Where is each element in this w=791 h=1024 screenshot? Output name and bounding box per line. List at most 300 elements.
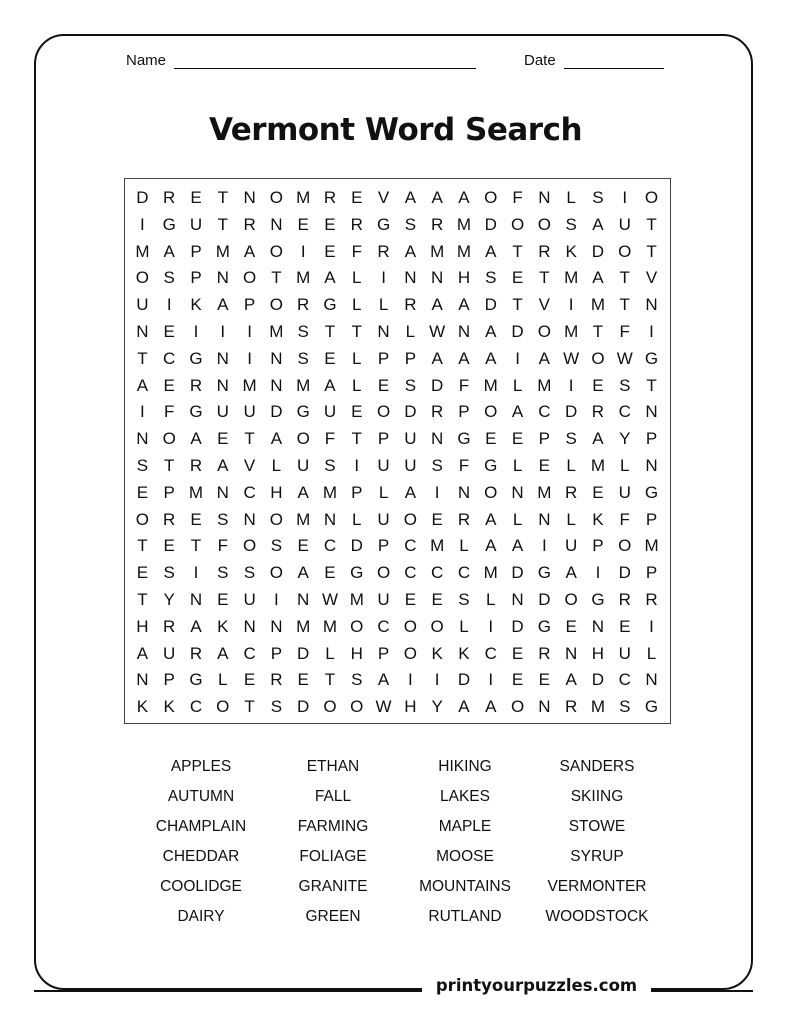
grid-cell[interactable]: R	[189, 455, 203, 475]
grid-cell[interactable]: R	[189, 643, 203, 663]
grid-cell[interactable]: K	[190, 295, 202, 315]
grid-cell[interactable]: O	[323, 697, 337, 717]
grid-cell[interactable]: I	[568, 375, 574, 395]
grid-cell[interactable]: R	[163, 616, 176, 636]
grid-cell[interactable]: L	[325, 643, 335, 663]
grid-cell[interactable]: D	[618, 563, 631, 583]
grid-cell[interactable]: M	[322, 616, 338, 636]
grid-cell[interactable]: O	[269, 188, 283, 207]
grid-cell[interactable]: M	[537, 482, 552, 502]
grid-cell[interactable]: D	[511, 616, 524, 636]
grid-cell[interactable]: N	[431, 429, 444, 449]
grid-cell[interactable]: R	[243, 214, 256, 234]
grid-cell[interactable]: D	[538, 589, 551, 609]
grid-cell[interactable]: A	[458, 348, 470, 368]
grid-cell[interactable]: T	[512, 295, 523, 315]
grid-cell[interactable]: U	[377, 509, 390, 529]
grid-cell[interactable]: U	[243, 589, 256, 609]
grid-cell[interactable]: C	[243, 643, 256, 663]
grid-cell[interactable]: N	[136, 670, 149, 690]
grid-cell[interactable]: N	[270, 375, 283, 395]
grid-cell[interactable]: G	[484, 455, 498, 475]
grid-cell[interactable]: G	[323, 295, 337, 315]
grid-cell[interactable]: G	[537, 616, 551, 636]
grid-cell[interactable]: R	[323, 188, 337, 207]
grid-cell[interactable]: U	[216, 402, 229, 422]
grid-cell[interactable]: E	[217, 589, 229, 609]
grid-cell[interactable]: U	[377, 455, 390, 475]
grid-cell[interactable]: O	[537, 321, 551, 341]
grid-cell[interactable]: N	[136, 321, 149, 341]
grid-cell[interactable]: U	[618, 214, 631, 234]
grid-cell[interactable]: A	[297, 563, 309, 583]
grid-cell[interactable]: A	[217, 643, 229, 663]
grid-cell[interactable]: I	[381, 268, 386, 288]
grid-cell[interactable]: Y	[431, 697, 443, 717]
grid-cell[interactable]: T	[351, 429, 362, 449]
grid-cell[interactable]: K	[163, 697, 175, 717]
grid-cell[interactable]: D	[511, 563, 524, 583]
grid-cell[interactable]: H	[591, 643, 605, 663]
grid-cell[interactable]: A	[458, 188, 470, 207]
grid-cell[interactable]: N	[377, 321, 390, 341]
grid-cell[interactable]: M	[456, 241, 472, 261]
grid-cell[interactable]: N	[270, 348, 283, 368]
grid-cell[interactable]: P	[592, 536, 604, 556]
grid-cell[interactable]: N	[323, 509, 337, 529]
grid-cell[interactable]: S	[217, 563, 229, 583]
grid-cell[interactable]: D	[270, 402, 283, 422]
grid-cell[interactable]: A	[485, 509, 497, 529]
grid-cell[interactable]: A	[511, 402, 524, 422]
grid-cell[interactable]: H	[136, 616, 149, 636]
grid-cell[interactable]: S	[565, 214, 577, 234]
grid-cell[interactable]: I	[140, 214, 145, 234]
grid-cell[interactable]: T	[190, 536, 202, 556]
grid-cell[interactable]: N	[270, 214, 283, 234]
grid-cell[interactable]: S	[243, 563, 256, 583]
grid-cell[interactable]: W	[429, 321, 446, 341]
grid-cell[interactable]: V	[538, 295, 551, 315]
grid-cell[interactable]: L	[378, 295, 389, 315]
grid-cell[interactable]: I	[300, 241, 306, 261]
grid-cell[interactable]: A	[485, 348, 497, 368]
grid-cell[interactable]: L	[352, 295, 362, 315]
grid-cell[interactable]: M	[564, 321, 579, 341]
grid-cell[interactable]: I	[193, 321, 199, 341]
grid-cell[interactable]: A	[538, 348, 551, 368]
grid-cell[interactable]: E	[592, 482, 604, 502]
grid-cell[interactable]: R	[565, 697, 578, 717]
grid-cell[interactable]: C	[618, 670, 631, 690]
grid-cell[interactable]: N	[216, 482, 229, 502]
grid-cell[interactable]: E	[163, 375, 175, 395]
grid-cell[interactable]: U	[323, 402, 337, 422]
grid-cell[interactable]: E	[136, 482, 149, 502]
grid-cell[interactable]: N	[538, 697, 551, 717]
grid-cell[interactable]: E	[511, 643, 524, 663]
grid-cell[interactable]: G	[189, 670, 203, 690]
grid-cell[interactable]: R	[297, 295, 310, 315]
grid-cell[interactable]: F	[619, 321, 630, 341]
grid-cell[interactable]: R	[270, 670, 283, 690]
grid-cell[interactable]: M	[322, 482, 338, 502]
grid-cell[interactable]: D	[457, 670, 471, 690]
grid-cell[interactable]: O	[484, 402, 498, 422]
grid-cell[interactable]: D	[404, 402, 417, 422]
grid-cell[interactable]: I	[166, 295, 172, 315]
grid-cell[interactable]: O	[484, 482, 498, 502]
grid-cell[interactable]: R	[189, 375, 203, 395]
grid-cell[interactable]: R	[538, 241, 551, 261]
grid-cell[interactable]: V	[377, 188, 390, 207]
grid-cell[interactable]: O	[430, 616, 444, 636]
grid-cell[interactable]: P	[404, 348, 417, 368]
grid-cell[interactable]: A	[190, 616, 202, 636]
grid-cell[interactable]: D	[297, 643, 310, 663]
grid-cell[interactable]: R	[163, 509, 176, 529]
grid-cell[interactable]: T	[137, 348, 148, 368]
grid-cell[interactable]: W	[616, 348, 633, 368]
grid-cell[interactable]: M	[296, 375, 311, 395]
grid-cell[interactable]: C	[457, 563, 471, 583]
grid-cell[interactable]: A	[511, 536, 524, 556]
grid-cell[interactable]: A	[270, 429, 283, 449]
grid-cell[interactable]: O	[644, 188, 659, 207]
grid-cell[interactable]: T	[217, 214, 228, 234]
grid-cell[interactable]: L	[512, 455, 523, 475]
grid-cell[interactable]: U	[163, 643, 176, 663]
grid-cell[interactable]: G	[189, 402, 203, 422]
grid-cell[interactable]: I	[140, 402, 145, 422]
grid-cell[interactable]: L	[271, 455, 282, 475]
grid-cell[interactable]: M	[269, 321, 284, 341]
grid-cell[interactable]: E	[511, 670, 524, 690]
grid-cell[interactable]: C	[377, 616, 390, 636]
grid-cell[interactable]: P	[351, 482, 363, 502]
grid-cell[interactable]: N	[457, 321, 471, 341]
grid-cell[interactable]: T	[646, 241, 657, 261]
grid-cell[interactable]: N	[645, 402, 658, 422]
grid-cell[interactable]: E	[511, 268, 524, 288]
grid-cell[interactable]: E	[431, 589, 443, 609]
grid-cell[interactable]: S	[270, 697, 283, 717]
grid-cell[interactable]: M	[349, 589, 364, 609]
grid-cell[interactable]: S	[404, 214, 417, 234]
grid-cell[interactable]: A	[217, 455, 229, 475]
grid-cell[interactable]: L	[405, 321, 416, 341]
grid-cell[interactable]: S	[485, 268, 497, 288]
grid-cell[interactable]: U	[618, 643, 631, 663]
grid-cell[interactable]: O	[269, 295, 283, 315]
grid-cell[interactable]: N	[216, 375, 229, 395]
grid-cell[interactable]: R	[431, 402, 444, 422]
grid-cell[interactable]: O	[403, 643, 417, 663]
grid-cell[interactable]: M	[456, 214, 472, 234]
grid-cell[interactable]: P	[163, 670, 175, 690]
grid-cell[interactable]: L	[352, 375, 362, 395]
grid-cell[interactable]: G	[591, 589, 605, 609]
grid-cell[interactable]: O	[350, 616, 364, 636]
grid-cell[interactable]: E	[297, 536, 309, 556]
grid-cell[interactable]: S	[592, 188, 604, 207]
grid-cell[interactable]: S	[136, 455, 149, 475]
grid-cell[interactable]: S	[619, 375, 631, 395]
grid-cell[interactable]: T	[324, 670, 336, 690]
grid-cell[interactable]: G	[296, 402, 310, 422]
grid-cell[interactable]: D	[136, 188, 149, 207]
grid-cell[interactable]: A	[592, 429, 604, 449]
grid-cell[interactable]: W	[563, 348, 580, 368]
grid-cell[interactable]: O	[376, 563, 391, 583]
grid-cell[interactable]: M	[644, 536, 659, 556]
grid-cell[interactable]: A	[431, 295, 443, 315]
grid-cell[interactable]: V	[243, 455, 256, 475]
grid-cell[interactable]: O	[618, 536, 632, 556]
grid-cell[interactable]: D	[484, 214, 497, 234]
grid-cell[interactable]: S	[270, 536, 283, 556]
grid-cell[interactable]: A	[324, 375, 336, 395]
grid-cell[interactable]: O	[537, 214, 551, 234]
grid-cell[interactable]: G	[537, 563, 551, 583]
grid-cell[interactable]: D	[484, 295, 497, 315]
grid-cell[interactable]: L	[459, 616, 469, 636]
grid-cell[interactable]: O	[296, 429, 310, 449]
grid-cell[interactable]: D	[297, 697, 310, 717]
grid-cell[interactable]: M	[564, 268, 579, 288]
grid-cell[interactable]: U	[618, 482, 631, 502]
grid-cell[interactable]: I	[649, 321, 654, 341]
grid-cell[interactable]: I	[354, 455, 360, 475]
grid-cell[interactable]: L	[512, 509, 523, 529]
grid-cell[interactable]: S	[351, 670, 363, 690]
grid-cell[interactable]: P	[190, 241, 202, 261]
grid-cell[interactable]: I	[434, 670, 440, 690]
grid-cell[interactable]: M	[590, 455, 606, 475]
grid-cell[interactable]: O	[510, 697, 525, 717]
grid-cell[interactable]: C	[404, 536, 417, 556]
grid-cell[interactable]: K	[565, 241, 577, 261]
grid-cell[interactable]: U	[297, 455, 310, 475]
grid-cell[interactable]: N	[511, 482, 524, 502]
grid-cell[interactable]: H	[457, 268, 471, 288]
grid-cell[interactable]: L	[218, 670, 228, 690]
grid-cell[interactable]: T	[244, 429, 255, 449]
grid-cell[interactable]: L	[566, 509, 576, 529]
grid-cell[interactable]: O	[618, 241, 632, 261]
grid-cell[interactable]: I	[595, 563, 601, 583]
grid-cell[interactable]: I	[541, 536, 547, 556]
grid-cell[interactable]: P	[377, 429, 390, 449]
grid-cell[interactable]: N	[216, 348, 229, 368]
grid-cell[interactable]: E	[485, 429, 497, 449]
grid-cell[interactable]: R	[431, 214, 444, 234]
grid-cell[interactable]: F	[217, 536, 228, 556]
grid-cell[interactable]: L	[378, 482, 389, 502]
grid-cell[interactable]: E	[377, 375, 390, 395]
grid-cell[interactable]: T	[592, 321, 604, 341]
grid-cell[interactable]: E	[243, 670, 256, 690]
grid-cell[interactable]: A	[404, 188, 417, 207]
grid-cell[interactable]: I	[649, 616, 654, 636]
grid-cell[interactable]: E	[404, 589, 417, 609]
grid-cell[interactable]: E	[163, 321, 175, 341]
grid-cell[interactable]: F	[512, 188, 523, 207]
grid-cell[interactable]: N	[457, 482, 471, 502]
grid-cell[interactable]: U	[377, 589, 390, 609]
grid-cell[interactable]: A	[592, 268, 604, 288]
grid-cell[interactable]: E	[351, 188, 363, 207]
grid-cell[interactable]: N	[216, 268, 229, 288]
grid-cell[interactable]: I	[408, 670, 413, 690]
grid-cell[interactable]: A	[324, 268, 336, 288]
grid-cell[interactable]: E	[619, 616, 631, 636]
grid-cell[interactable]: M	[135, 241, 150, 261]
grid-cell[interactable]: T	[619, 268, 630, 288]
grid-cell[interactable]: R	[565, 482, 578, 502]
grid-cell[interactable]: E	[190, 509, 202, 529]
grid-cell[interactable]: N	[243, 616, 256, 636]
grid-cell[interactable]: A	[404, 482, 417, 502]
grid-cell[interactable]: S	[404, 375, 417, 395]
grid-cell[interactable]: T	[164, 455, 175, 475]
grid-cell[interactable]: N	[243, 509, 256, 529]
grid-cell[interactable]: O	[242, 536, 257, 556]
grid-cell[interactable]: N	[189, 589, 203, 609]
grid-cell[interactable]: U	[189, 214, 203, 234]
grid-cell[interactable]: M	[296, 509, 311, 529]
grid-cell[interactable]: A	[431, 348, 443, 368]
grid-cell[interactable]: O	[269, 241, 283, 261]
grid-cell[interactable]: P	[270, 643, 283, 663]
grid-cell[interactable]: S	[297, 348, 309, 368]
grid-cell[interactable]: V	[645, 268, 658, 288]
grid-cell[interactable]: A	[485, 321, 497, 341]
grid-cell[interactable]: D	[565, 402, 578, 422]
grid-cell[interactable]: F	[164, 402, 175, 422]
grid-cell[interactable]: K	[458, 643, 470, 663]
grid-cell[interactable]: F	[458, 375, 470, 395]
grid-cell[interactable]: I	[274, 589, 279, 609]
grid-cell[interactable]: G	[644, 348, 659, 368]
grid-cell[interactable]: A	[458, 697, 470, 717]
grid-cell[interactable]: E	[431, 509, 443, 529]
grid-cell[interactable]: N	[565, 643, 578, 663]
grid-cell[interactable]: E	[324, 214, 336, 234]
grid-cell[interactable]: P	[538, 429, 551, 449]
grid-cell[interactable]: E	[538, 455, 551, 475]
grid-cell[interactable]: A	[485, 536, 497, 556]
grid-cell[interactable]: R	[591, 402, 605, 422]
grid-cell[interactable]: S	[217, 509, 229, 529]
grid-cell[interactable]: N	[511, 589, 524, 609]
grid-cell[interactable]: U	[404, 429, 417, 449]
grid-cell[interactable]: O	[484, 188, 498, 207]
grid-cell[interactable]: N	[136, 429, 149, 449]
grid-cell[interactable]: P	[163, 482, 175, 502]
grid-cell[interactable]: M	[296, 616, 311, 636]
grid-cell[interactable]: T	[324, 321, 336, 341]
grid-cell[interactable]: O	[403, 509, 417, 529]
grid-cell[interactable]: G	[350, 563, 364, 583]
grid-cell[interactable]: F	[351, 241, 362, 261]
grid-cell[interactable]: E	[511, 429, 524, 449]
grid-cell[interactable]: T	[217, 188, 228, 207]
grid-cell[interactable]: K	[136, 697, 149, 717]
grid-cell[interactable]: T	[271, 268, 282, 288]
grid-cell[interactable]: U	[243, 402, 256, 422]
grid-cell[interactable]: I	[622, 188, 628, 207]
grid-cell[interactable]: A	[377, 670, 390, 690]
grid-cell[interactable]: D	[511, 321, 524, 341]
grid-cell[interactable]: P	[645, 509, 658, 529]
grid-cell[interactable]: E	[297, 670, 309, 690]
grid-cell[interactable]: M	[188, 482, 204, 502]
grid-cell[interactable]: G	[376, 214, 391, 234]
grid-cell[interactable]: R	[404, 295, 417, 315]
grid-cell[interactable]: C	[243, 482, 256, 502]
grid-cell[interactable]: N	[591, 616, 605, 636]
grid-cell[interactable]: Y	[163, 589, 175, 609]
grid-cell[interactable]: D	[591, 670, 605, 690]
grid-cell[interactable]: S	[163, 268, 175, 288]
grid-cell[interactable]: P	[645, 563, 658, 583]
grid-cell[interactable]: I	[247, 348, 252, 368]
grid-cell[interactable]: H	[350, 643, 363, 663]
grid-cell[interactable]: O	[403, 616, 417, 636]
grid-cell[interactable]: P	[458, 402, 470, 422]
grid-cell[interactable]: T	[646, 214, 657, 234]
grid-cell[interactable]: C	[189, 697, 203, 717]
grid-cell[interactable]: G	[644, 482, 659, 502]
grid-cell[interactable]: A	[592, 214, 604, 234]
grid-cell[interactable]: S	[324, 455, 336, 475]
grid-cell[interactable]: P	[377, 643, 390, 663]
grid-cell[interactable]: N	[404, 268, 417, 288]
grid-cell[interactable]: U	[565, 536, 578, 556]
grid-cell[interactable]: O	[510, 214, 525, 234]
grid-cell[interactable]: E	[324, 348, 336, 368]
grid-cell[interactable]: M	[590, 295, 606, 315]
grid-cell[interactable]: L	[620, 455, 630, 475]
grid-cell[interactable]: L	[352, 268, 362, 288]
grid-cell[interactable]: O	[350, 697, 364, 717]
grid-cell[interactable]: T	[137, 536, 148, 556]
grid-cell[interactable]: W	[321, 589, 338, 609]
grid-cell[interactable]: D	[350, 536, 363, 556]
grid-cell[interactable]: I	[488, 616, 494, 636]
grid-cell[interactable]: I	[515, 348, 520, 368]
grid-cell[interactable]: C	[323, 536, 337, 556]
grid-cell[interactable]: O	[162, 429, 176, 449]
grid-cell[interactable]: A	[190, 429, 202, 449]
grid-cell[interactable]: N	[538, 509, 551, 529]
grid-cell[interactable]: N	[431, 268, 444, 288]
grid-cell[interactable]: E	[217, 429, 229, 449]
grid-cell[interactable]: A	[458, 295, 470, 315]
grid-cell[interactable]: N	[645, 295, 658, 315]
grid-cell[interactable]: T	[351, 321, 362, 341]
grid-cell[interactable]: L	[566, 455, 576, 475]
grid-cell[interactable]: O	[564, 589, 578, 609]
grid-cell[interactable]: Y	[619, 429, 631, 449]
grid-cell[interactable]: A	[485, 697, 497, 717]
grid-cell[interactable]: S	[297, 321, 309, 341]
grid-cell[interactable]: E	[324, 241, 336, 261]
grid-cell[interactable]: C	[618, 402, 631, 422]
grid-cell[interactable]: N	[538, 188, 551, 207]
grid-cell[interactable]: G	[162, 214, 176, 234]
